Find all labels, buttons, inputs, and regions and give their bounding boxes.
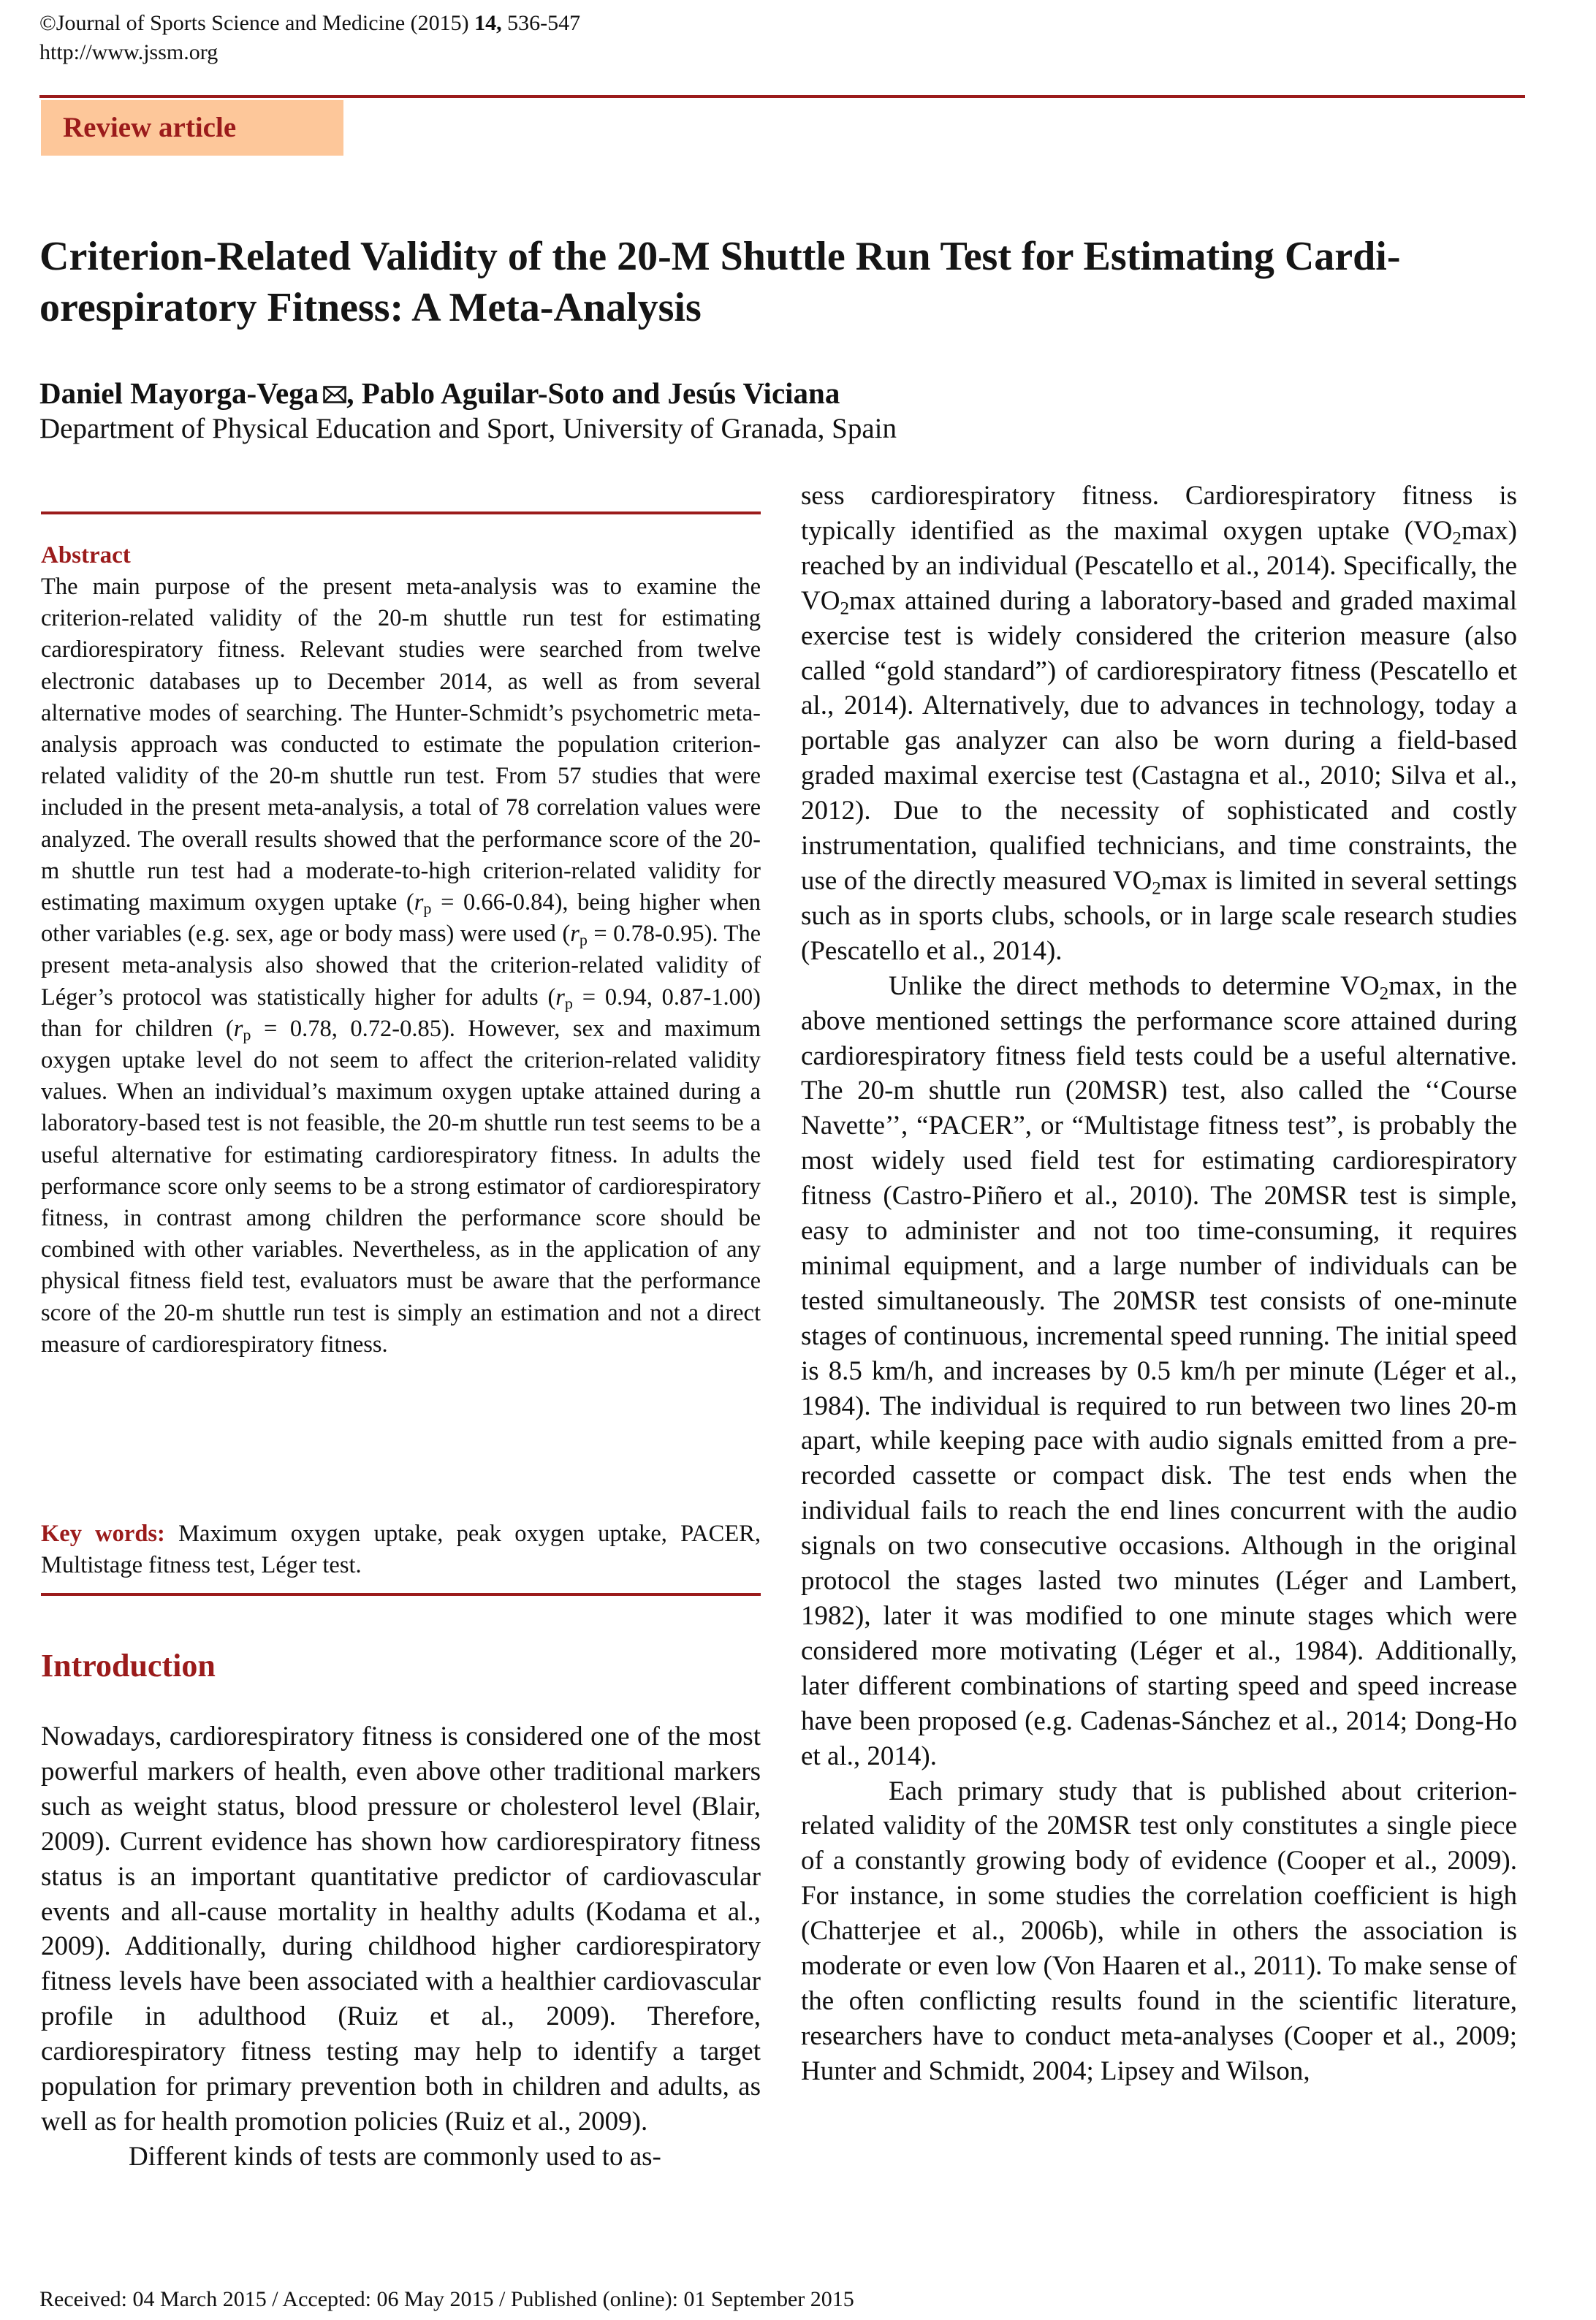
introduction-text: [41, 1719, 761, 2175]
abstract-text: The main purpose of the present meta-analysis was to examine the criterion-related validity of the 20-m shuttle run test for estimating cardiorespiratory fitness. Relevant studies were searched from twelve electronic databases up to December 2014, as well as from several alternative modes of searching. The Hunter-Schmidt’s psychometric meta-analysis approach was conducted to estimate the population criterion-related validity of the 20-m shuttle run test. From 57 studies that were included in the present meta-analysis, a total of 78 correlation values were analyzed. The overall results showed that the performance score of the 20-m shuttle run test had a moderate-to-high criterion-related validity for estimating maximum oxygen uptake $(r_p = 0.66-0.84)$, being higher when other variables (e.g. sex, age or body mass) were used $(r_p = 0.78-0.95)$. The present meta-analysis also showed that the criterion-related validity of Léger’s protocol was statistically higher for adults ($r_p = 0.94$, 0.87-1.00) than for children ($r_p = 0.78$, 0.72-0.85). However, sex and maximum oxygen uptake level do not seem to affect the criterion-related validity values. When an individual’s maximum oxygen uptake attained during a laboratory-based test is not feasible, the 20-m shuttle run test seems to be a useful alternative for estimating cardiorespiratory fitness. In adults the performance score only seems to be a strong estimator of cardiorespiratory fitness, in contrast among children the performance score should be combined with other variables. Nevertheless, as in the application of any physical fitness field test, evaluators must be aware that the performance score of the 20-m shuttle run test is simply an estimation and not a direct measure of cardiorespiratory fitness.: [41, 574, 761, 1358]
header-rule: [39, 95, 1525, 98]
journal-header: [39, 9, 580, 67]
intro-paragraph-2-start: Different kinds of tests are commonly used to as-: [129, 2141, 661, 2172]
authors-line: [39, 374, 840, 412]
journal-url[interactable]: http://www.jssm.org: [39, 40, 218, 64]
keywords: [41, 1518, 761, 1581]
article-type-badge: Review article: [41, 100, 343, 156]
right-paragraph-1: sess cardiorespiratory fitness. Cardiorespiratory fitness is typically identified as the maximal oxygen uptake $(VO_2\max)$ reached by an individual (Pescatello et al., 2014). Specifically, the $VO_2\max$ attained during a laboratory-based and graded maximal exercise test is widely considered the criterion measure (also called “gold standard”) of cardiorespiratory fitness (Pescatello et al., 2014). Alternatively, due to advances in technology, today a portable gas analyzer can also be worn during a field-based graded maximal exercise test (Castagna et al., 2010; Silva et al., 2012). Due to the necessity of sophisticated and costly instrumentation, qualified technicians, and time constraints, the use of the directly measured $VO_2\max$ is limited in several settings such as in sports clubs, schools, or in large scale research studies (Pescatello et al., 2014).: [801, 481, 1517, 966]
right-paragraph-3: Each primary study that is published about criterion-related validity of the 20MSR test only constitutes a single piece of a constantly growing body of evidence (Cooper et al., 2009). For instance, in some studies the correlation coefficient is high (Chatterjee et al., 2006b), while in others the association is moderate or even low (Von Haaren et al., 2011). To make sense of the often conflicting results found in the scientific literature, researchers have to conduct meta-analyses (Cooper et al., 2009; Hunter and Schmidt, 2004; Lipsey and Wilson,: [801, 1776, 1517, 2086]
right-column: [801, 479, 1517, 2089]
envelope-icon[interactable]: [323, 386, 346, 403]
keywords-list: Maximum oxygen uptake, peak oxygen uptake, PACER, Multistage fitness test, Léger test.: [41, 1521, 761, 1579]
abstract-heading: Abstract: [41, 542, 131, 568]
intro-paragraph-1: Nowadays, cardiorespiratory fitness is considered one of the most powerful markers of health, even above other traditional markers such as weight status, blood pressure or cholesterol level (Blair, 2009). Current evidence has shown how cardiorespiratory fitness status is an important quantitative predictor of cardiovascular events and all-cause mortality in healthy adults (Kodama et al., 2009). Additionally, during childhood higher cardiorespiratory fitness levels have been associated with a healthier cardiovascular profile in adulthood (Ruiz et al., 2009). Therefore, cardiorespiratory fitness testing may help to identify a target population for primary prevention both in children and adults, as well as for health promotion policies (Ruiz et al., 2009).: [41, 1722, 761, 2137]
corresponding-author: Daniel Mayorga-Vega: [39, 376, 319, 410]
journal-citation: ©Journal of Sports Science and Medicine (2015) 14, 536-547: [39, 11, 581, 35]
abstract-top-rule: [41, 511, 761, 514]
keywords-label: Key words:: [41, 1521, 165, 1547]
received-dates: Received: 04 March 2015 / Accepted: 06 May 2015 / Published (online): 01 September 2015: [39, 2287, 854, 2311]
abstract-bottom-rule: [41, 1593, 761, 1596]
affiliation: Department of Physical Education and Sport, University of Granada, Spain: [39, 413, 897, 444]
introduction-heading: Introduction: [41, 1648, 216, 1684]
article-title: Criterion-Related Validity of the 20-M Shuttle Run Test for Estimating Cardiorespiratory Fitness: A Meta-Analysis: [39, 234, 1401, 330]
co-authors: , Pablo Aguilar-Soto and Jesús Viciana: [346, 376, 840, 410]
right-paragraph-2: Unlike the direct methods to determine $VO_2\max$, in the above mentioned settings the performance score attained during cardiorespiratory fitness field tests could be a useful alternative. The 20-m shuttle run (20MSR) test, also called the ‘‘Course Navette’’, “PACER”, or “Multistage fitness test”, is probably the most widely used field test for estimating cardiorespiratory fitness (Castro-Piñero et al., 2010). The 20MSR test is simple, easy to administer and not too time-consuming, it requires minimal equipment, and a large number of individuals can be tested simultaneously. The 20MSR test consists of one-minute stages of continuous, incremental speed running. The initial speed is 8.5 km/h, and increases by 0.5 km/h per minute (Léger et al., 1984). The individual is required to run between two lines 20-m apart, while keeping pace with audio signals emitted from a pre-recorded cassette or compact disk. The test ends when the individual fails to reach the end lines concurrent with the audio signals on two consecutive occasions. Although in the original protocol the stages lasted two minutes (Léger and Lambert, 1982), later it was modified to one minute stages which were considered more motivating (Léger et al., 1984). Additionally, later different combinations of starting speed and speed increase have been proposed (e.g. Cadenas-Sánchez et al., 2014; Dong-Ho et al., 2014).: [801, 970, 1517, 1771]
